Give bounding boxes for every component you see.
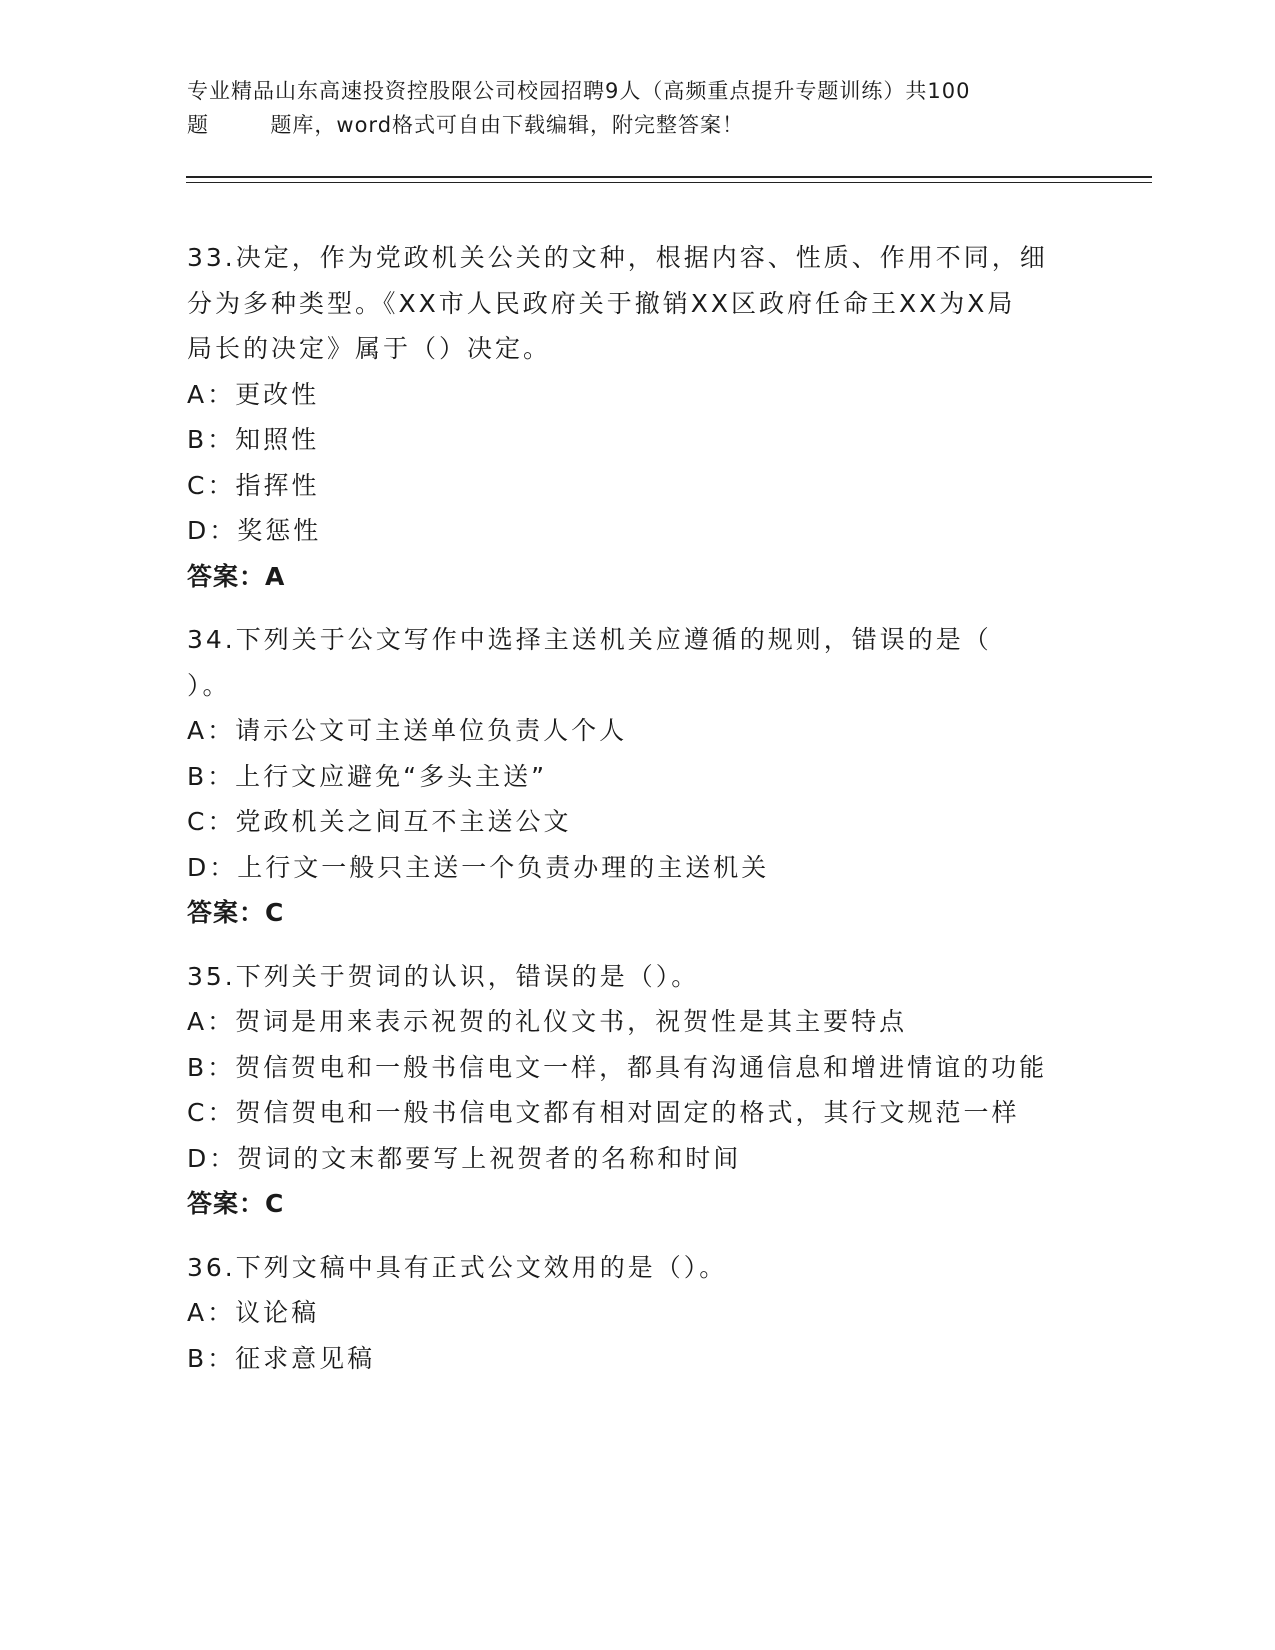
answer-value: A [265,561,286,591]
answer-label: 答案： [187,898,266,927]
option-c: C：贺信贺电和一般书信电文都有相对固定的格式，其行文规范一样 [187,1098,1020,1127]
question-34 [187,617,1087,936]
option-b: B：上行文应避免“多头主送” [187,761,548,791]
option-d: D：上行文一般只主送一个负责办理的主送机关 [187,852,770,882]
answer-label: 答案： [187,561,266,591]
answer-label: 答案： [187,1189,266,1218]
question-33 [187,235,1087,599]
question-list [187,235,1087,1399]
answer-value: C [265,898,285,927]
question-line: 局长的决定》属于（）决定。 [187,334,552,363]
question-line: 36.下列文稿中具有正式公文效用的是（）。 [187,1252,728,1282]
question-text [187,235,1087,372]
header-rule-thick [186,176,1152,178]
page-header [187,74,1087,142]
option-a: A：贺词是用来表示祝贺的礼仪文书，祝贺性是其主要特点 [187,1007,908,1036]
answer-line [187,890,1087,936]
option-b: B：贺信贺电和一般书信电文一样，都具有沟通信息和增进情谊的功能 [187,1052,1048,1082]
question-text [187,954,1087,1000]
question-text [187,617,1087,708]
option-b: B：知照性 [187,425,320,454]
option-d: D：奖惩性 [187,516,322,545]
question-36 [187,1245,1087,1382]
question-text [187,1245,1087,1291]
option-a: A：请示公文可主送单位负责人个人 [187,716,628,745]
answer-line [187,1181,1087,1227]
question-line: 分为多种类型。《XX市人民政府关于撤销XX区政府任命王XX为X局 [187,288,1016,318]
question-line: 34.下列关于公文写作中选择主送机关应遵循的规则，错误的是（ [187,625,992,654]
answer-line [187,554,1087,600]
header-line-1: 专业精品山东高速投资控股限公司校园招聘9人（高频重点提升专题训练）共100 [187,79,971,103]
option-a: A：议论稿 [187,1298,320,1327]
option-d: D：贺词的文末都要写上祝贺者的名称和时间 [187,1143,742,1173]
question-35 [187,954,1087,1227]
option-b: B：征求意见稿 [187,1343,376,1373]
header-line-2: 题 题库，word格式可自由下载编辑，附完整答案！ [187,113,745,137]
question-line: 33.决定，作为党政机关公关的文种，根据内容、性质、作用不同，细 [187,243,1048,272]
question-line: ）。 [187,670,231,700]
answer-value: C [265,1189,285,1218]
option-c: C：党政机关之间互不主送公文 [187,807,572,836]
header-rule-thin [186,182,1152,183]
option-c: C：指挥性 [187,470,320,500]
option-a: A：更改性 [187,379,320,409]
question-line: 35.下列关于贺词的认识，错误的是（）。 [187,961,700,991]
